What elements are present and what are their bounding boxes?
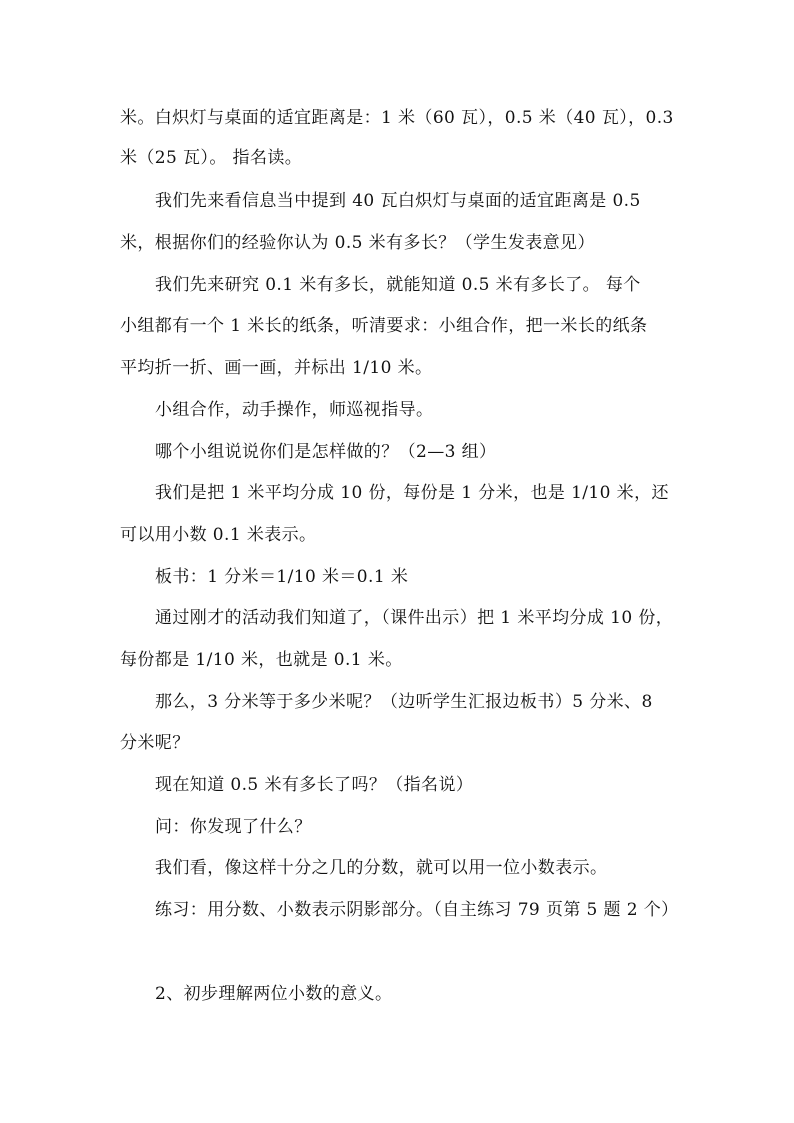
text-line: 我们先来研究 0.1 米有多长，就能知道 0.5 米有多长了。 每个 [155,275,641,295]
text-line: 练习：用分数、小数表示阴影部分。（自主练习 79 页第 5 题 2 个） [155,900,679,920]
text-line: 米。白炽灯与桌面的适宜距离是：1 米（60 瓦），0.5 米（40 瓦），0.3 [120,108,674,128]
text-line: 问：你发现了什么？ [155,817,312,837]
text-line: 每份都是 1/10 米，也就是 0.1 米。 [120,650,403,670]
text-line: 小组都有一个 1 米长的纸条，听清要求：小组合作，把一米长的纸条 [120,316,648,336]
text-line: 通过刚才的活动我们知道了，（课件出示）把 1 米平均分成 10 份， [155,608,674,628]
section-heading: 2、初步理解两位小数的意义。 [155,984,393,1004]
text-line: 米，根据你们的经验你认为 0.5 米有多长？（学生发表意见） [120,233,595,253]
text-line: 米（25 瓦）。 指名读。 [120,148,303,168]
text-line: 板书：1 分米＝1/10 米＝0.1 米 [155,567,409,587]
text-line: 分米呢？ [120,733,190,753]
text-line: 哪个小组说说你们是怎样做的？（2—3 组） [155,442,497,462]
text-line: 我们是把 1 米平均分成 10 份，每份是 1 分米，也是 1/10 米，还 [155,483,669,503]
text-line: 小组合作，动手操作，师巡视指导。 [155,400,434,420]
text-line: 我们看，像这样十分之几的分数，就可以用一位小数表示。 [155,858,608,878]
text-line: 可以用小数 0.1 米表示。 [120,525,317,545]
text-line: 平均折一折、画一画，并标出 1/10 米。 [120,358,433,378]
text-line: 那么，3 分米等于多少米呢？（边听学生汇报边板书）5 分米、8 [155,692,653,712]
text-line: 现在知道 0.5 米有多长了吗？（指名说） [155,775,474,795]
text-line: 我们先来看信息当中提到 40 瓦白炽灯与桌面的适宜距离是 0.5 [155,191,641,211]
